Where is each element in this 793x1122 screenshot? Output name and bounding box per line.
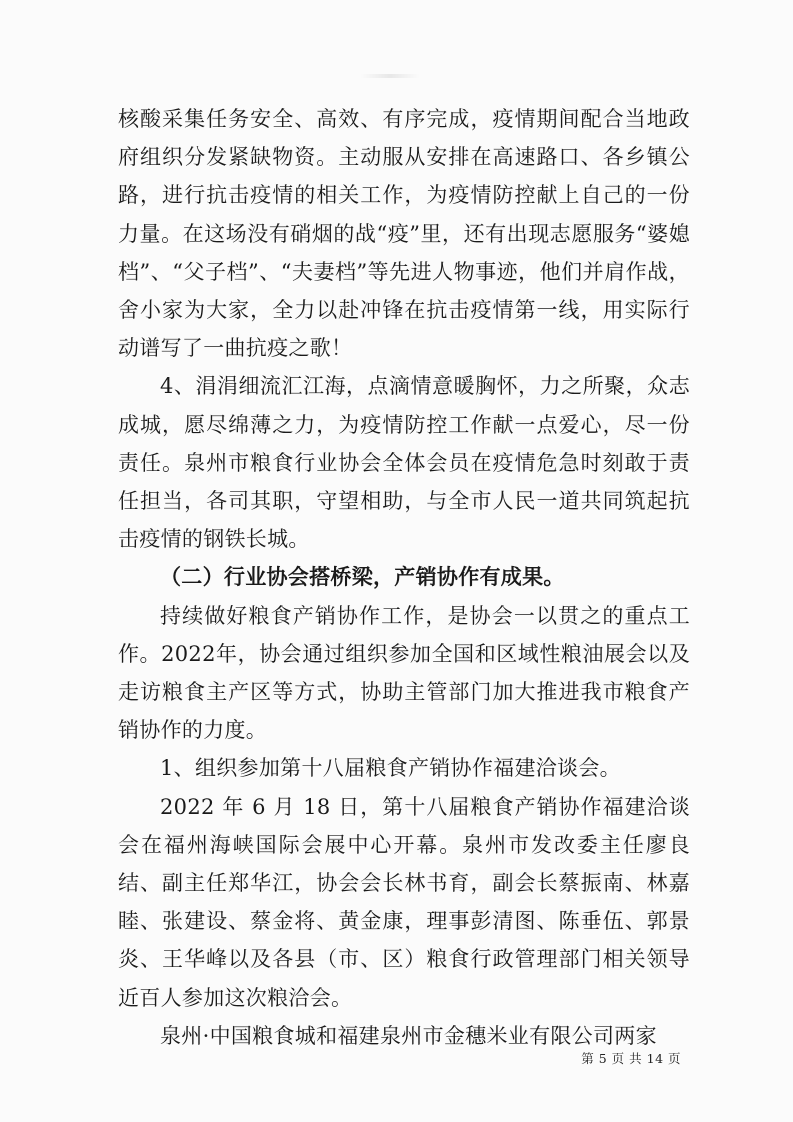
page-number-footer bbox=[581, 1049, 681, 1067]
paragraph-1: 核酸采集任务安全、高效、有序完成，疫情期间配合当地政府组织分发紧缺物资。主动服从安排在高速路口、各乡镇公路，进行抗击疫情的相关工作，为疫情防控献上自己的一份力量。在这场没有硝烟的战“疫”里，还有出现志愿服务“婆媳档”、“父子档”、“夫妻档”等先进人物事迹，他们并肩作战，舍小家为大家，全力以赴冲锋在抗击疫情第一线，用实际行动谱写了一曲抗疫之歌！ bbox=[118, 107, 690, 361]
paragraph-5: 2022 年 6 月 18 日，第十八届粮食产销协作福建洽谈会在福州海峡国际会展中心开幕。泉州市发改委主任廖良结、副主任郑华江，协会会长林书育，副会长蔡振南、林嘉睦、张建设、蔡金将、黄金康，理事彭清图、陈垂伍、郭景炎、王华峰以及各县（市、区）粮食行政管理部门相关领导近百人参加这次粮洽会。 bbox=[118, 794, 690, 1010]
paragraph-6: 泉州·中国粮食城和福建泉州市金穗米业有限公司两家 bbox=[160, 1023, 657, 1048]
page-number-label: 第 5 页 共 14 页 bbox=[581, 1051, 681, 1066]
paragraph-3: 持续做好粮食产销协作工作，是协会一以贯之的重点工作。2022年，协会通过组织参加全国和区域性粮油展会以及走访粮食主产区等方式，协助主管部门加大推进我市粮食产销协作的力度。 bbox=[118, 603, 690, 743]
paragraph-4: 1、组织参加第十八届粮食产销协作福建洽谈会。 bbox=[160, 756, 621, 781]
section-heading: （二）行业协会搭桥梁，产销协作有成果。 bbox=[160, 564, 565, 590]
paragraph-2: 4、涓涓细流汇江海，点滴情意暖胸怀，力之所聚，众志成城，愿尽绵薄之力，为疫情防控工作献一点爱心，尽一份责任。泉州市粮食行业协会全体会员在疫情危急时刻敢于责任担当，各司其职，守望相助，与全市人民一道共同筑起抗击疫情的钢铁长城。 bbox=[118, 374, 690, 552]
scan-artifact bbox=[360, 74, 420, 78]
body-text bbox=[118, 100, 690, 1055]
